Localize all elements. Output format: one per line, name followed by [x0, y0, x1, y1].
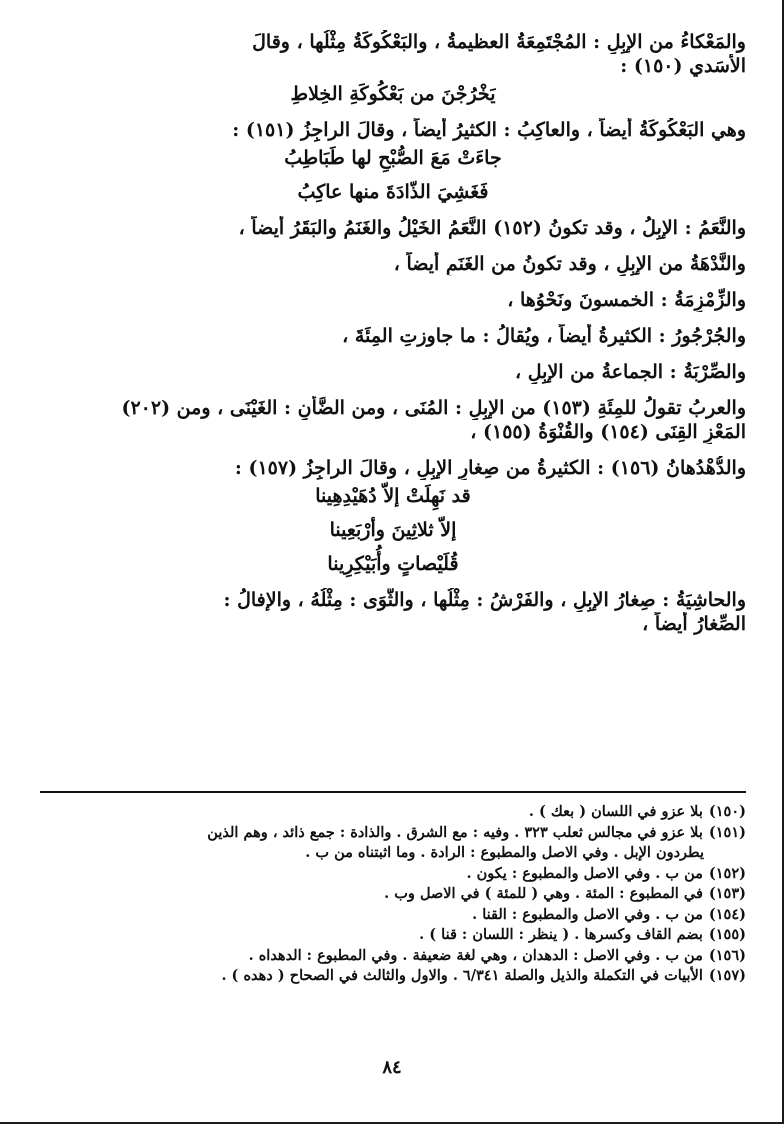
footnote-line [40, 884, 746, 905]
footnote-number: (١٥٠) [708, 803, 746, 820]
footnote-line [40, 966, 746, 987]
text-line: الصِّغارُ أيضاً ، [642, 613, 746, 635]
footnote-divider [40, 791, 746, 793]
footnote-number: (١٥٧) [708, 967, 746, 984]
text-line: والحاشِيَةُ : صِغارُ الإبِلِ ، والفَرْشُ : مِثْلُها ، والثَّوَى : مِثْلُهُ ، والإفالُ : [223, 589, 746, 611]
text-line: المَعْزِ القِنَى (١٥٤) والقُنْوَةُ (١٥٥) ، [470, 421, 746, 443]
verse-line: قد نَهِلَتْ إلاّ دُهَيْدِهِينا [315, 485, 471, 507]
footnote-line [40, 823, 746, 844]
verse-line: جاءَتْ مَعَ الصُّبْحِ لها طَبَاطِبُ [284, 147, 502, 169]
text-line: والنَّعَمُ : الإبِلُ ، وقد تكونُ (١٥٢) النَّعَمُ الخَيْلُ والغَنَمُ والبَقَرُ أيضاً ، [238, 217, 746, 239]
footnote-number: (١٥١) [708, 823, 746, 841]
footnotes [40, 802, 746, 987]
footnote-line [40, 946, 746, 967]
footnote-text: يطردون الإبل . وفي الاصل والمطبوع : الرادة . وما اثبتناه من ب . [305, 844, 704, 861]
text-line: والنَّدْهَةُ من الإبِلِ ، وقد تكونُ من الغَنَمِ أيضاً ، [393, 253, 746, 275]
paragraph [40, 288, 746, 312]
paragraph [40, 396, 746, 444]
verse-block [40, 146, 746, 204]
verse-block [40, 484, 746, 576]
paragraph [40, 588, 746, 636]
text-line: الأسَدي (١٥٠) : [620, 55, 746, 77]
verse-line: قُلَيْصاتٍ وأُبَيْكِرِينا [327, 553, 459, 575]
footnote-number: (١٥٢) [708, 864, 746, 882]
text-line: والصِّرْبَةُ : الجماعةُ من الإبِلِ ، [515, 361, 746, 383]
verse-line: إلاّ ثلاثِينَ وأرْبَعِينا [329, 519, 457, 541]
paragraph [40, 216, 746, 240]
paragraph [40, 456, 746, 576]
footnote-line [40, 843, 746, 864]
footnote-text: الأبيات في التكملة والذيل والصلة ٦/٣٤١ . والاول والثالث في الصحاح ( دهده ) . [221, 967, 703, 984]
paragraph [40, 324, 746, 348]
footnote-line [40, 925, 746, 946]
text-line: والعربُ تقولُ للمِئَةِ (١٥٣) من الإبِلِ : المُنَى ، ومن الضَّأْنِ : الغَيْنَى ، ومن (٢٠٢) [121, 397, 746, 419]
verse-block [40, 82, 746, 106]
footnote-text: من ب . وفي الاصل : الدهدان ، وهي لغة ضعيفة . وفي المطبوع : الدهداه . [248, 946, 703, 964]
footnote-number: (١٥٣) [708, 885, 746, 902]
main-text [40, 30, 746, 648]
text-line: والزِّمْزِمَةُ : الخمسونَ ونَحْوُها ، [507, 289, 746, 311]
verse-line: يَخْرُجْنَ من بَعْكُوكَةِ الخِلاطِ [290, 83, 496, 105]
footnote-number: (١٥٤) [708, 905, 746, 923]
text-line: والجُرْجُورُ : الكثيرةُ أيضاً ، ويُقالُ : ما جاوزتِ المِئَةَ ، [342, 325, 746, 347]
paragraph [40, 118, 746, 204]
footnote-line [40, 864, 746, 885]
paragraph [40, 30, 746, 106]
page-number: ٨٤ [382, 1057, 402, 1078]
footnote-text: في المطبوع : المئة . وهي ( للمئة ) في الاصل وب . [384, 885, 703, 902]
footnote-text: بلا عزو في اللسان ( بعك ) . [528, 803, 703, 820]
text-line: والمَعْكاءُ من الإبِلِ : المُجْتَمِعَةُ العظيمةُ ، والبَعْكُوكَةُ مِثْلُها ، وقالَ [252, 31, 746, 53]
footnote-number: (١٥٦) [708, 946, 746, 964]
paragraph [40, 252, 746, 276]
footnote-text: من ب . وفي الاصل والمطبوع : يكون . [466, 864, 703, 882]
footnote-text: بلا عزو في مجالس ثعلب ٣٢٣ . وفيه : مع الشرق . والذادة : جمع ذائد ، وهم الذين [207, 823, 703, 841]
verse-line: فَغَشِيَ الذّادَةَ منها عاكِبُ [297, 181, 489, 203]
footnote-number: (١٥٥) [708, 926, 746, 943]
footnote-text: من ب . وفي الاصل والمطبوع : القنا . [472, 905, 703, 923]
footnote-line [40, 905, 746, 926]
footnote-text: بضم القاف وكسرها . ( ينظر : اللسان : قنا ) . [419, 926, 703, 943]
text-line: وهي البَعْكُوكَةُ أيضاً ، والعاكِبُ : الكثيرُ أيضاً ، وقالَ الراجِزُ (١٥١) : [232, 119, 746, 141]
text-line: والدُّهْدُهانُ (١٥٦) : الكثيرةُ من صِغارِ الإبِلِ ، وقالَ الراجِزُ (١٥٧) : [234, 457, 746, 479]
paragraph [40, 360, 746, 384]
footnote-line [40, 802, 746, 823]
